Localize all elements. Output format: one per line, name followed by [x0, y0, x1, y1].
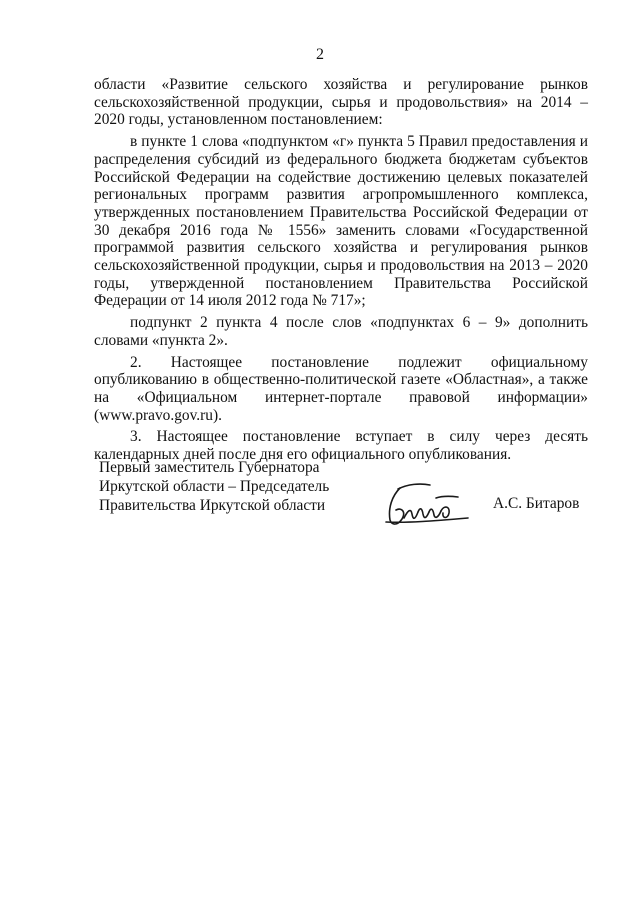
- signatory-name: А.С. Битаров: [493, 495, 580, 512]
- document-body: [94, 76, 588, 468]
- signatory-title: [99, 458, 329, 515]
- paragraph-entry-into-force: 3. Настоящее постановление вступает в силу через десять календарных дней после дня его официального опубликования.: [94, 428, 588, 464]
- paragraph-publication: 2. Настоящее постановление подлежит официальному опубликованию в общественно-политической газете «Областная», а также на «Официальном интернет-портале правовой информации» (www.pravo.gov.ru).: [94, 353, 588, 424]
- paragraph-amendment-point-4: подпункт 2 пункта 4 после слов «подпунктах 6 – 9» дополнить словами «пункта 2».: [94, 314, 588, 349]
- signatory-title-line: Правительства Иркутской области: [99, 497, 326, 514]
- signatory-title-line: Первый заместитель Губернатора: [99, 459, 320, 476]
- paragraph-continuation: области «Развитие сельского хозяйства и регулирование рынков сельскохозяйственной продукции, сырья и продовольствия» на 2014 – 2020 годы, установленном постановлением:: [94, 76, 588, 129]
- signatory-title-line: Иркутской области – Председатель: [99, 478, 330, 495]
- handwritten-signature: [378, 478, 478, 530]
- page-number: 2: [316, 46, 324, 63]
- paragraph-amendment-point-1: в пункте 1 слова «подпунктом «г» пункта 5 Правил предоставления и распределения субсидий из федерального бюджета бюджетам субъектов Российской Федерации на содействие достижению целевых показателей региональных программ развития агропромышленного комплекса, утвержденных постановлением Правительства Российской Федерации от 30 декабря 2016 года № 1556» заменить словами «Государственной программой развития сельского хозяйства и регулирования рынков сельскохозяйственной продукции, сырья и продовольствия на 2013 – 2020 годы, утвержденной постановлением Правительства Российской Федерации от 14 июля 2012 года № 717»;: [94, 133, 588, 310]
